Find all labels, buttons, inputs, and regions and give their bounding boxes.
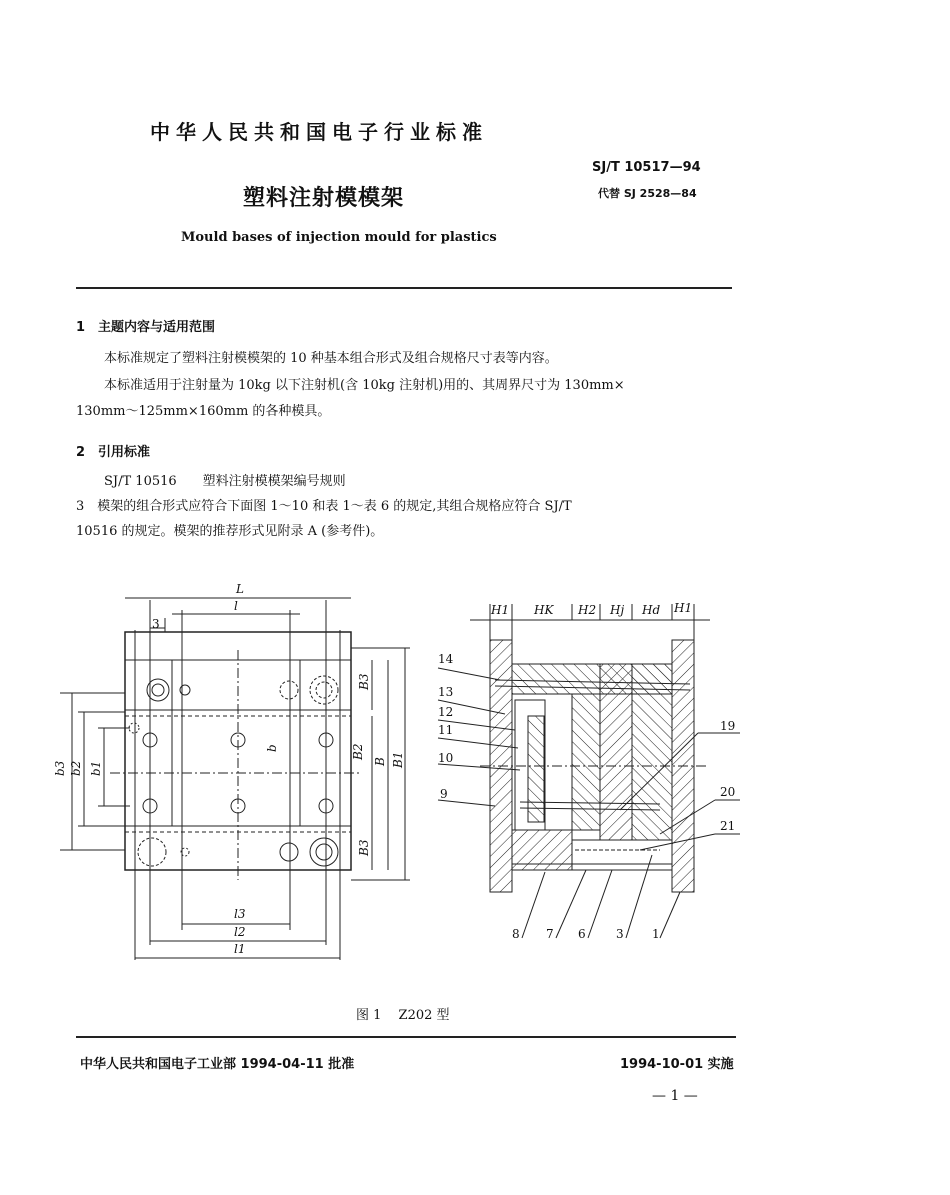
part-21: 21	[720, 819, 736, 833]
part-8: 8	[512, 927, 520, 941]
section-1-para2-line2: 130mm～125mm×160mm 的各种模具。	[76, 404, 331, 419]
section-1-para2-line1: 本标准适用于注射量为 10kg 以下注射机(含 10kg 注射机)用的、其周界尺寸为 130mm×	[104, 378, 625, 393]
page-number: — 1 —	[652, 1088, 698, 1104]
part-1: 1	[652, 927, 660, 941]
dim-HK: HK	[534, 603, 554, 617]
part-3: 3	[616, 927, 624, 941]
part-6: 6	[578, 927, 586, 941]
figure-caption: 图 1 Z202 型	[356, 1008, 450, 1023]
dim-Hd: Hd	[642, 603, 661, 617]
part-7: 7	[546, 927, 554, 941]
footer-rule	[76, 1036, 736, 1038]
part-10: 10	[438, 751, 454, 765]
dim-b: b	[265, 744, 279, 752]
document-header: 中华人民共和国电子行业标准	[150, 120, 488, 144]
dim-B3-top: B3	[357, 673, 371, 690]
dim-L: L	[236, 582, 244, 596]
dim-b1: b1	[89, 760, 103, 776]
part-11: 11	[438, 723, 454, 737]
section-3-line1: 3 模架的组合形式应符合下面图 1～10 和表 1～表 6 的规定,其组合规格应符合 SJ/T	[76, 499, 572, 514]
dim-B3-bottom: B3	[357, 839, 371, 856]
part-12: 12	[438, 705, 454, 719]
part-14: 14	[438, 652, 454, 666]
section-1-para1: 本标准规定了塑料注射模模架的 10 种基本组合形式及组合规格尺寸表等内容。	[104, 351, 558, 366]
dim-l: l	[234, 599, 238, 613]
document-title-cn: 塑料注射模模架	[243, 186, 405, 211]
plan-view	[60, 598, 410, 960]
dim-B2: B2	[351, 743, 365, 760]
approval-note: 中华人民共和国电子工业部 1994-04-11 批准	[80, 1057, 355, 1072]
section-2-reference: SJ/T 10516 塑料注射模模架编号规则	[104, 474, 346, 489]
dim-B1: B1	[391, 751, 405, 768]
implementation-date: 1994-10-01 实施	[620, 1057, 734, 1072]
dim-B: B	[373, 757, 387, 766]
dim-H1: H1	[491, 603, 510, 617]
part-13: 13	[438, 685, 454, 699]
replaces-note: 代替 SJ 2528—84	[598, 187, 697, 200]
dim-H2: H2	[578, 603, 597, 617]
part-20: 20	[720, 785, 736, 799]
section-1-heading: 1 主题内容与适用范围	[76, 320, 216, 335]
dim-Hj: Hj	[610, 603, 625, 617]
section-2-heading: 2 引用标准	[76, 445, 151, 460]
dim-b3: b3	[53, 760, 67, 776]
standard-number: SJ/T 10517—94	[592, 160, 701, 175]
dim-l3: l3	[234, 907, 246, 921]
dim-l2: l2	[234, 925, 246, 939]
dim-b2: b2	[69, 760, 83, 776]
plan-view-labels	[53, 582, 405, 956]
dim-H1-prime: H1	[674, 601, 693, 615]
part-9: 9	[440, 787, 448, 801]
dim-l1: l1	[234, 942, 246, 956]
part-19: 19	[720, 719, 736, 733]
section-view	[438, 604, 740, 938]
section-3-line2: 10516 的规定。模架的推荐形式见附录 A (参考件)。	[76, 524, 384, 539]
document-title-en: Mould bases of injection mould for plastics	[181, 230, 497, 245]
dim-3: 3	[152, 617, 160, 631]
